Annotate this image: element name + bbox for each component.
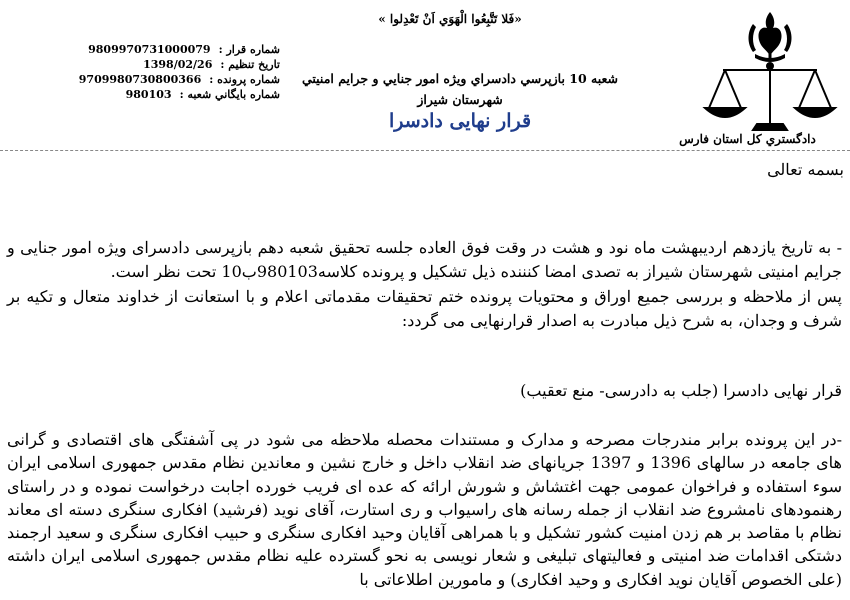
paragraph-review: پس از ملاحظه و بررسی جمیع اوراق و محتویات پرونده ختم تحقیقات مقدماتی اعلام و با استعانت از خداوند متعال و تکیه بر شرف و وجدان، به شرح ذیل مبادرت به اصدار قرارنهایی می گردد: [7, 287, 842, 330]
header-motto: «فَلا تَتَّبِعُوا الْهَوَي اَنْ تَعْدِلوا » [378, 12, 522, 26]
meta-date: تاريخ تنظيم :1398/02/26 [143, 58, 280, 71]
header-divider [0, 150, 850, 151]
basmala: بسمه تعالی [767, 160, 844, 179]
branch-line-1: شعبه 10 بازپرسي دادسراي ويژه امور جنايي و جرايم امنيتي [301, 71, 619, 86]
judiciary-emblem [695, 4, 845, 149]
meta-case-number: شماره پرونده :9709980730800366 [78, 73, 280, 86]
branch-title [285, 68, 635, 110]
paragraph-findings: -در این پرونده برابر مندرجات مصرحه و مدارک و مستندات محصله ملاحظه می شود در پی آشفتگی های اقتصادی و گرانی های جامعه در سالهای 1396 و 1397 جریانهای ضد انقلاب داخل و خارج نشین و معاندین نظام مقدس جمهوری اسلامی ایران سوء استفاده و فراخوان عمومی جهت اغتشاش و شورش ارائه که عده ای فریب خورده اجابت درخواست نموده و در راستای رهنمودهای نامشروع ضد انقلاب از جمله رسانه های راسیواب و ری استارت، آقای نوید (فرشید) افکاری سنگری دسته ای معاند نظام با مقاصد بر هم زدن امنیت کشور تشکیل و با همراهی آقایان وحید افکاری سنگری و حبیب افکاری سنگری و سعید ارجمند دشتکی اقدامات ضد امنیتی و فعالیتهای تبلیغی و شعار نویسی به نحو گسترده علیه نظام مقدس جمهوری اسلامی ایران داشته (علی الخصوص آقایان نوید افکاری و وحید افکاری) و مامورین اطلاعاتی با [7, 430, 842, 589]
branch-line-2: شهرستان شيراز [417, 92, 503, 107]
court-name: دادگستري كل استان فارس [679, 132, 816, 146]
decision-subtitle: قرار نهایی دادسرا (جلب به دادرسی- منع تعقیب) [520, 381, 842, 400]
decision-title: قرار نهايی دادسرا [388, 110, 532, 132]
paragraph-session: - به تاریخ یازدهم اردیبهشت ماه نود و هشت در وقت فوق العاده جلسه تحقیق شعبه دهم بازپرسی دادسرای ویژه امور جنایی و جرایم امنیتی شهرستان شیراز به تصدی امضا کنننده ذیل تشکیل و پرونده کلاسه980103ب10 تحت نظر است. [7, 238, 842, 281]
case-class-number: 980103ب10 [221, 261, 318, 281]
document-meta [70, 42, 280, 102]
meta-archive-number: شماره بايگاني شعبه :980103 [125, 88, 280, 101]
meta-decision-number: شماره قرار :9809970731000079 [88, 43, 280, 56]
